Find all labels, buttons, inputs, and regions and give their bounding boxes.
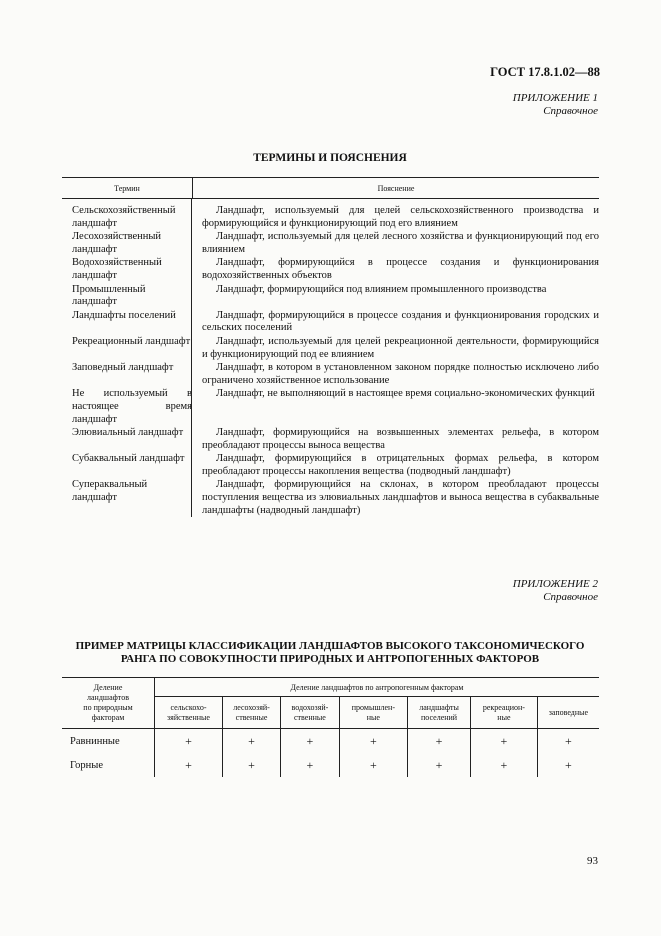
- matrix-cell: +: [155, 753, 223, 777]
- matrix-row: [62, 729, 599, 754]
- appendix-2-label: [430, 578, 598, 604]
- term-explanation: Ландшафт, используемый для целей рекреационной деятельности, формирующийся и функционирующий под ее влиянием: [202, 335, 599, 360]
- terms-title: ТЕРМИНЫ И ПОЯСНЕНИЯ: [253, 152, 407, 164]
- appendix-1-label: [430, 92, 598, 118]
- term-row: [62, 479, 599, 517]
- anthropogenic-factors-header: Деление ландшафтов по антропогенным факторам: [155, 678, 600, 697]
- matrix-cell: +: [339, 729, 407, 754]
- matrix-cell: +: [537, 729, 599, 754]
- explanation-column-header: Пояснение: [192, 178, 599, 198]
- matrix-title-line-2: РАНГА ПО СОВОКУПНОСТИ ПРИРОДНЫХ И АНТРОПОГЕННЫХ ФАКТОРОВ: [120, 653, 540, 665]
- term-explanation: Ландшафт, используемый для целей лесного хозяйства и функционирующий под его влиянием: [202, 231, 599, 255]
- term-row: [62, 362, 599, 387]
- matrix-column-header: [155, 697, 223, 729]
- matrix-column-header-line: зяйственные: [167, 712, 210, 722]
- term-name: Промышленный ландшафт: [72, 283, 146, 308]
- term-explanation: Ландшафт, формирующийся в процессе создания и функционирования водохозяйственных объектов: [202, 257, 599, 281]
- term-explanation: Ландшафт, используемый для целей сельскохозяйственного производства и формирующийся и функционирующий под его влиянием: [202, 205, 599, 229]
- matrix-row-label: Равнинные: [70, 735, 120, 747]
- term-name: Субаквальный ландшафт: [72, 453, 185, 465]
- term-explanation: Ландшафт, формирующийся на склонах, в котором преобладают процессы поступления вещества из элювиальных ландшафтов и выноса вещества в субаквальные ландшафты (надводный ландшафт): [202, 479, 599, 516]
- term-explanation: Ландшафт, формирующийся в процессе создания и функционирования городских и сельских поселений: [202, 309, 599, 334]
- natural-factors-header-line: Деление: [93, 683, 123, 692]
- matrix-cell: +: [222, 729, 280, 754]
- matrix-title: [62, 640, 598, 666]
- matrix-column-header-line: заповедные: [548, 707, 589, 717]
- term-name: Супераквальный ландшафт: [72, 479, 148, 504]
- matrix-column-header: [281, 697, 340, 729]
- natural-factors-header: [62, 678, 155, 729]
- standard-code: ГОСТ 17.8.1.02—88: [490, 65, 600, 79]
- terms-table: [62, 177, 599, 518]
- appendix-1-type: Справочное: [543, 105, 598, 117]
- matrix-column-header-line: сельскохо-: [170, 702, 207, 712]
- matrix-row: [62, 753, 599, 777]
- term-name: Сельскохозяйственный ландшафт: [72, 205, 176, 229]
- matrix-cell: +: [339, 753, 407, 777]
- matrix-cell: +: [537, 753, 599, 777]
- term-row: [62, 388, 599, 426]
- natural-factors-header-line: по природным: [83, 703, 133, 712]
- term-name: Элювиальный ландшафт: [72, 427, 184, 439]
- term-explanation: Ландшафт, формирующийся под влиянием промышленного производства: [216, 283, 547, 295]
- term-name: Водохозяйственный ландшафт: [72, 257, 162, 281]
- term-row: [62, 284, 599, 309]
- matrix-cell: +: [222, 753, 280, 777]
- matrix-column-header: [339, 697, 407, 729]
- matrix-column-header-line: водохозяй-: [291, 702, 329, 712]
- matrix-column-header-line: промышлен-: [351, 702, 395, 712]
- matrix-column-header-line: ландшафты: [419, 702, 459, 712]
- term-name: Не используемый в настоящее время ландшафт: [72, 388, 192, 425]
- matrix-column-header: [471, 697, 538, 729]
- terms-table-body: [62, 205, 599, 517]
- natural-factors-header-line: факторам: [91, 713, 125, 722]
- matrix-column-header-line: рекреацион-: [482, 702, 525, 712]
- natural-factors-header-line: ландшафтов: [87, 693, 129, 702]
- matrix-cell: +: [471, 753, 538, 777]
- page-number: 93: [587, 855, 598, 867]
- matrix-cell: +: [155, 729, 223, 754]
- term-row: [62, 231, 599, 256]
- matrix-column-header: [408, 697, 471, 729]
- matrix-cell: +: [281, 729, 340, 754]
- matrix-cell: +: [408, 729, 471, 754]
- matrix-row-label: Горные: [70, 759, 103, 771]
- classification-matrix: [62, 677, 599, 777]
- appendix-1-number: ПРИЛОЖЕНИЕ 1: [512, 92, 598, 104]
- matrix-column-header-line: ные: [497, 712, 511, 722]
- term-name: Лесохозяйственный ландшафт: [72, 231, 162, 255]
- term-name: Ландшафты поселений: [72, 309, 176, 321]
- matrix-title-line-1: ПРИМЕР МАТРИЦЫ КЛАССИФИКАЦИИ ЛАНДШАФТОВ ВЫСОКОГО ТАКСОНОМИЧЕСКОГО: [75, 640, 585, 652]
- terms-table-header: [62, 177, 599, 199]
- term-explanation: Ландшафт, в котором в установленном законом порядке полностью исключено либо ограничено хозяйственное использование: [202, 362, 599, 386]
- term-row: [62, 310, 599, 335]
- term-name: Рекреационный ландшафт: [72, 335, 191, 347]
- term-name: Заповедный ландшафт: [72, 362, 174, 374]
- matrix-column-header-line: поселений: [421, 712, 458, 722]
- matrix-column-header-line: ственные: [293, 712, 326, 722]
- appendix-2-type: Справочное: [543, 591, 598, 603]
- term-row: [62, 453, 599, 478]
- appendix-2-number: ПРИЛОЖЕНИЕ 2: [512, 578, 598, 590]
- matrix-column-header: [537, 697, 599, 729]
- matrix-column-header-line: ственные: [235, 712, 268, 722]
- term-explanation: Ландшафт, формирующийся на возвышенных элементах рельефа, в котором преобладают процессы выноса вещества: [202, 427, 599, 451]
- term-row: [62, 205, 599, 230]
- term-column-header: Термин: [114, 183, 140, 193]
- term-explanation: Ландшафт, не выполняющий в настоящее время социально-экономических функций: [216, 388, 595, 400]
- matrix-cell: +: [281, 753, 340, 777]
- matrix-column-header-line: лесохозяй-: [233, 702, 270, 712]
- matrix-cell: +: [471, 729, 538, 754]
- term-row: [62, 336, 599, 361]
- matrix-column-header: [222, 697, 280, 729]
- matrix-column-header-line: ные: [366, 712, 380, 722]
- term-row: [62, 257, 599, 282]
- term-row: [62, 427, 599, 452]
- matrix-cell: +: [408, 753, 471, 777]
- term-explanation: Ландшафт, формирующийся в отрицательных формах рельефа, в котором преобладают процессы накопления вещества (подводный ландшафт): [202, 453, 599, 477]
